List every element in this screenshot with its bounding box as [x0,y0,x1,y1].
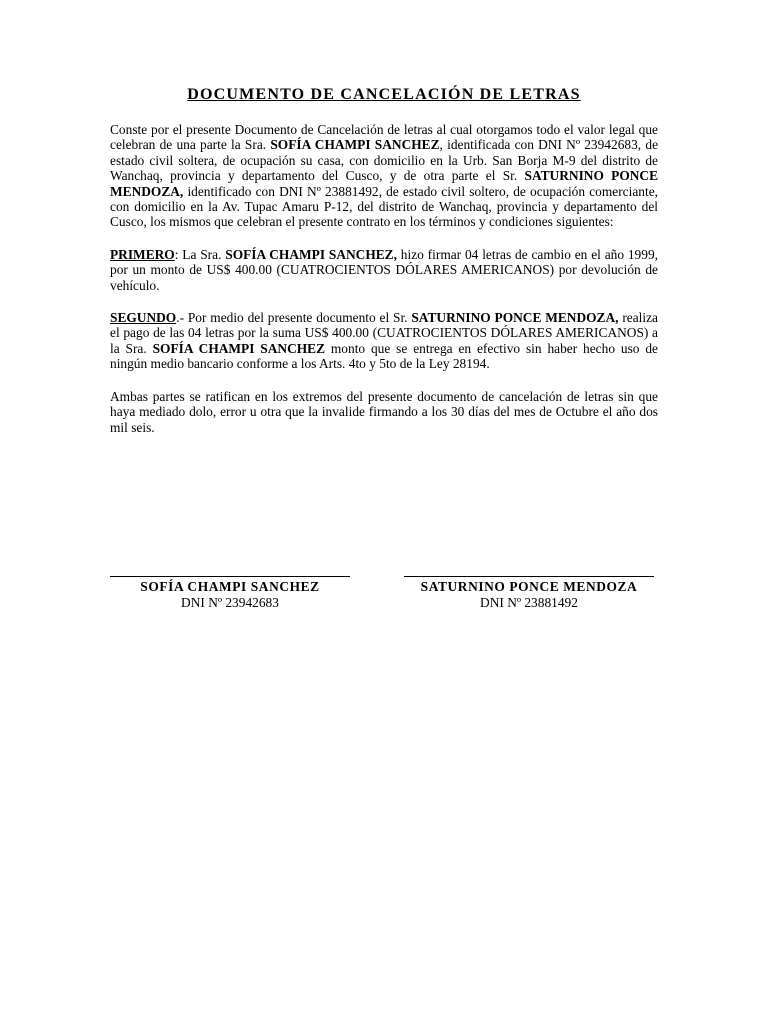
intro-name-1: SOFÍA CHAMPI SANCHEZ [270,137,440,153]
segundo-heading: SEGUNDO [110,310,177,326]
document-title: DOCUMENTO DE CANCELACIÓN DE LETRAS [187,86,581,103]
primero-name: SOFÍA CHAMPI SANCHEZ, [225,246,397,262]
segundo-text-2: realiza el pago de las 04 letras por la suma US$ 400.00 (CUATROCIENTOS DÓLARES AMERICANOS) a la Sra. [110,310,658,356]
intro-text-3: identificado con DNI Nº 23881492, de estado civil soltero, de ocupación comerciante, con domicilio en la Av. Tupac Amaru P-12, del distrito de Wanchaq, provincia y departamento del Cusco, los mismos que celebran el presente contrato en los términos y condiciones siguientes: [110,183,658,230]
document-body [110,86,658,452]
primero-heading: PRIMERO [110,246,175,262]
segundo-text-3: monto que se entrega en efectivo sin haber hecho uso de ningún medio bancario conforme a los Arts. 4to y 5to de la Ley 28194. [110,340,658,372]
segundo-name-2: SOFÍA CHAMPI SANCHEZ [152,340,326,356]
primero-text-1: : La Sra. [174,246,226,262]
segundo-name-1: SATURNINO PONCE MENDOZA, [411,310,619,326]
signature-right [404,576,654,611]
primero-text-2: hizo firmar 04 letras de cambio en el año 1999, por un monto de US$ 400.00 (CUATROCIENTOS DÓLARES AMERICANOS) por devolución de vehículo. [110,246,658,293]
signature-left [110,576,350,611]
signature-block [110,576,658,616]
intro-text-2: , identificada con DNI Nº 23942683, de estado civil soltera, de ocupación su casa, con domicilio en la Urb. San Borja M-9 del distrito de Wanchaq, provincia y departamento del Cusco, y de otra parte el Sr. [110,137,659,184]
intro-name-2: SATURNINO PONCE MENDOZA, [110,168,659,199]
segundo-text-1: .- Por medio del presente documento el Sr. [176,310,412,326]
signatory-name: SATURNINO PONCE MENDOZA [420,579,638,594]
signature-line [404,576,654,577]
intro-text-1: Conste por el presente Documento de Cancelación de letras al cual otorgamos todo el valor legal que celebran de una parte la Sra. [110,122,658,153]
closing-paragraph: Ambas partes se ratifican en los extremos del presente documento de cancelación de letras sin que haya mediado dolo, error u otra que la invalide firmando a los 30 días del mes de Octubre el año dos mil seis. [110,388,658,435]
signatory-name: SOFÍA CHAMPI SANCHEZ [140,579,320,594]
intro-paragraph [110,122,658,230]
signatory-dni: DNI Nº 23942683 [181,595,279,610]
segundo-paragraph [110,310,658,372]
primero-paragraph [110,247,658,293]
signatory-dni: DNI Nº 23881492 [480,595,578,610]
signature-line [110,576,350,577]
